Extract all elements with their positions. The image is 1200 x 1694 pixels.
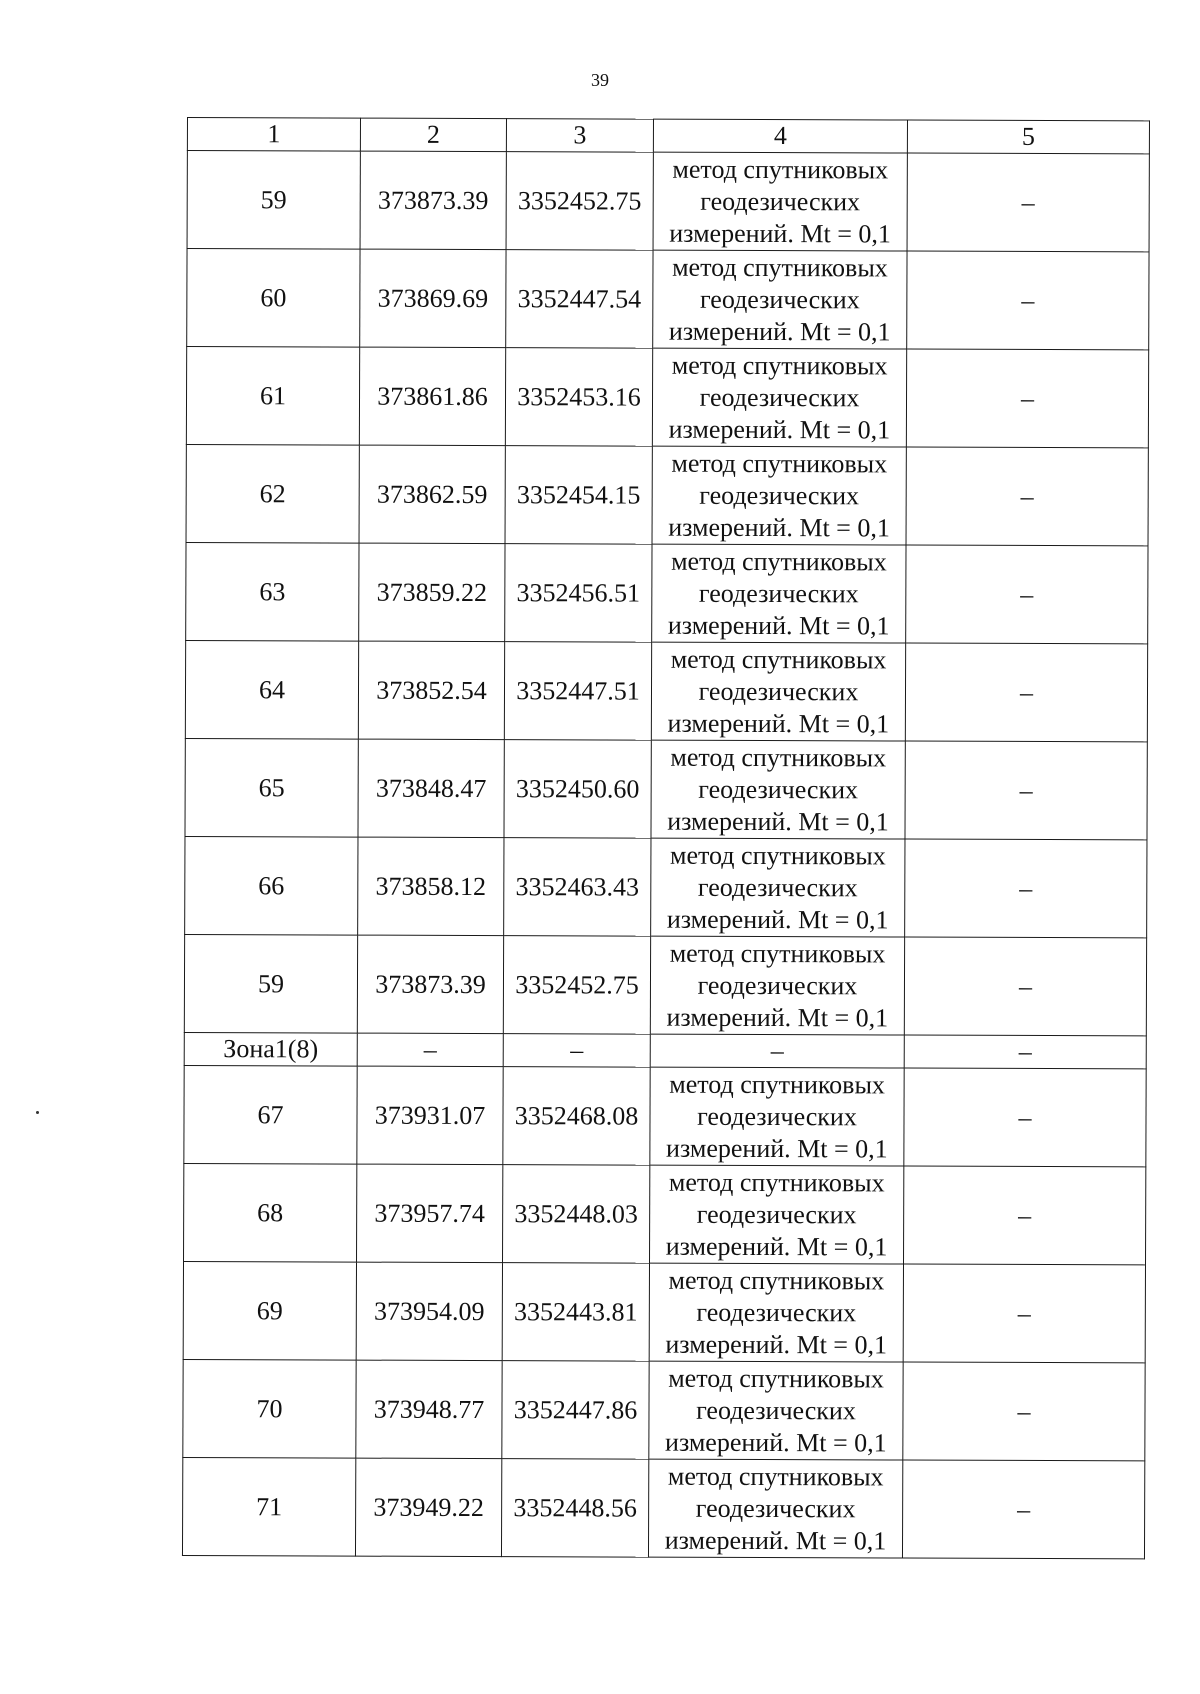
method-line: метод спутниковых xyxy=(672,252,888,282)
method-line: метод спутниковых xyxy=(671,448,888,478)
note-cell: – xyxy=(906,545,1148,644)
method-cell xyxy=(651,838,905,937)
method-line: измерений. Mt = 0,1 xyxy=(668,316,891,346)
method-cell xyxy=(650,1067,904,1166)
coord-x: 373862.59 xyxy=(359,445,505,544)
coord-x: 373873.39 xyxy=(357,935,503,1034)
coord-x: 373948.77 xyxy=(356,1360,502,1459)
note-cell: – xyxy=(906,349,1148,448)
coord-y: 3352452.75 xyxy=(503,936,650,1035)
method-line: измерений. Mt = 0,1 xyxy=(669,218,891,248)
method-cell xyxy=(649,1263,903,1362)
method-line: метод спутниковых xyxy=(670,840,886,870)
method-cell xyxy=(652,348,906,447)
coord-y: 3352468.08 xyxy=(503,1067,650,1166)
note-cell: – xyxy=(904,1166,1146,1265)
coord-y: 3352454.15 xyxy=(505,446,652,545)
method-cell xyxy=(651,642,905,741)
point-number: 66 xyxy=(185,836,358,935)
point-number: 64 xyxy=(185,640,358,739)
table-row xyxy=(187,151,1149,252)
method-line: геодезических xyxy=(700,186,861,216)
coord-x: 373949.22 xyxy=(355,1458,501,1557)
scan-speck xyxy=(36,1111,39,1114)
zone-label: Зона1(8) xyxy=(184,1032,357,1066)
table-row xyxy=(184,934,1146,1035)
coordinates-table xyxy=(182,117,1150,1559)
coord-y: 3352447.86 xyxy=(502,1361,649,1460)
method-line: метод спутниковых xyxy=(670,644,887,674)
coord-y: 3352456.51 xyxy=(505,544,652,643)
column-header: 3 xyxy=(506,119,653,153)
note-cell: – xyxy=(903,1264,1145,1363)
note-cell: – xyxy=(902,1460,1144,1559)
coord-x: 373858.12 xyxy=(358,837,504,936)
method-line: измерений. Mt = 0,1 xyxy=(665,1231,888,1261)
method-line: геодезических xyxy=(697,970,858,1000)
point-number: 63 xyxy=(186,542,359,641)
method-cell xyxy=(650,936,904,1035)
coord-x: 373861.86 xyxy=(359,347,505,446)
table-row xyxy=(184,1163,1146,1264)
method-cell xyxy=(652,446,906,545)
method-line: метод спутниковых xyxy=(669,938,886,968)
method-line: метод спутниковых xyxy=(668,1265,885,1295)
method-line: измерений. Mt = 0,1 xyxy=(665,1329,888,1359)
note-cell: – xyxy=(903,1362,1145,1461)
method-line: метод спутниковых xyxy=(668,1363,884,1393)
coord-y: 3352448.56 xyxy=(501,1459,648,1558)
method-line: геодезических xyxy=(696,1199,857,1229)
note-cell: – xyxy=(907,153,1149,252)
dash-cell: – xyxy=(503,1034,650,1068)
coord-y: 3352443.81 xyxy=(502,1263,649,1362)
method-line: метод спутниковых xyxy=(671,546,887,576)
method-line: геодезических xyxy=(698,774,859,804)
table-row xyxy=(185,738,1147,839)
coord-y: 3352448.03 xyxy=(503,1165,650,1264)
table-row xyxy=(184,1065,1146,1166)
dash-cell: – xyxy=(904,1035,1146,1069)
method-line: измерений. Mt = 0,1 xyxy=(667,708,890,738)
table-row xyxy=(185,836,1147,937)
method-line: геодезических xyxy=(699,284,860,314)
coord-y: 3352452.75 xyxy=(506,152,653,251)
method-line: измерений. Mt = 0,1 xyxy=(664,1525,887,1555)
note-cell: – xyxy=(905,741,1147,840)
method-line: измерений. Mt = 0,1 xyxy=(666,1002,889,1032)
zone-row xyxy=(184,1032,1146,1068)
method-line: метод спутниковых xyxy=(670,742,887,772)
method-line: геодезических xyxy=(695,1493,856,1523)
table-row xyxy=(182,1457,1144,1558)
point-number: 71 xyxy=(182,1457,355,1556)
method-cell xyxy=(653,152,907,251)
coord-y: 3352450.60 xyxy=(504,740,651,839)
method-line: измерений. Mt = 0,1 xyxy=(667,806,889,836)
coord-y: 3352463.43 xyxy=(504,838,651,937)
point-number: 69 xyxy=(183,1261,356,1360)
method-line: геодезических xyxy=(698,676,859,706)
method-cell xyxy=(651,740,905,839)
coord-y: 3352447.54 xyxy=(506,250,653,349)
method-cell xyxy=(650,1165,904,1264)
point-number: 65 xyxy=(185,738,358,837)
table-row xyxy=(183,1359,1145,1460)
dash-cell: – xyxy=(357,1033,503,1067)
method-line: геодезических xyxy=(696,1395,856,1425)
point-number: 68 xyxy=(184,1163,357,1262)
note-cell: – xyxy=(904,1068,1146,1167)
method-line: метод спутниковых xyxy=(672,154,889,184)
table-row xyxy=(183,1261,1145,1362)
method-line: геодезических xyxy=(697,1101,857,1131)
point-number: 59 xyxy=(184,934,357,1033)
table-row xyxy=(186,347,1148,448)
coord-x: 373859.22 xyxy=(359,543,505,642)
method-line: метод спутниковых xyxy=(667,1461,884,1491)
point-number: 61 xyxy=(186,347,359,446)
method-line: измерений. Mt = 0,1 xyxy=(666,904,889,934)
method-line: измерений. Mt = 0,1 xyxy=(668,414,891,444)
coord-y: 3352447.51 xyxy=(504,642,651,741)
header-row xyxy=(187,118,1149,154)
coord-x: 373873.39 xyxy=(360,151,506,250)
coord-x: 373852.54 xyxy=(358,641,504,740)
method-line: измерений. Mt = 0,1 xyxy=(667,610,890,640)
method-line: метод спутниковых xyxy=(671,350,888,380)
coord-y: 3352453.16 xyxy=(505,348,652,447)
method-line: геодезических xyxy=(699,480,860,510)
note-cell: – xyxy=(905,643,1147,742)
method-cell xyxy=(648,1459,902,1558)
column-header: 5 xyxy=(907,120,1149,154)
point-number: 62 xyxy=(186,444,359,543)
page-number: 39 xyxy=(591,70,609,90)
column-header: 2 xyxy=(360,118,506,152)
table-row xyxy=(186,444,1148,545)
method-line: измерений. Mt = 0,1 xyxy=(666,1133,888,1163)
note-cell: – xyxy=(907,251,1149,350)
column-header: 1 xyxy=(187,118,360,152)
table-row xyxy=(185,640,1147,741)
point-number: 70 xyxy=(183,1359,356,1458)
dash-cell: – xyxy=(650,1034,904,1068)
point-number: 67 xyxy=(184,1065,357,1164)
note-cell: – xyxy=(905,839,1147,938)
method-line: геодезических xyxy=(696,1297,857,1327)
method-line: геодезических xyxy=(697,872,858,902)
method-line: измерений. Mt = 0,1 xyxy=(668,512,890,542)
method-cell xyxy=(649,1361,903,1460)
coord-x: 373848.47 xyxy=(358,739,504,838)
note-cell: – xyxy=(904,937,1146,1036)
method-line: метод спутниковых xyxy=(669,1069,886,1099)
method-line: геодезических xyxy=(699,382,860,412)
method-line: измерений. Mt = 0,1 xyxy=(665,1427,887,1457)
coord-x: 373957.74 xyxy=(357,1164,503,1263)
column-header: 4 xyxy=(653,119,907,153)
point-number: 59 xyxy=(187,151,360,250)
coord-x: 373931.07 xyxy=(357,1066,503,1165)
coord-x: 373869.69 xyxy=(360,249,506,348)
method-line: геодезических xyxy=(698,578,859,608)
coord-x: 373954.09 xyxy=(356,1262,502,1361)
note-cell: – xyxy=(906,447,1148,546)
table-row xyxy=(186,542,1148,643)
table-row xyxy=(187,249,1149,350)
method-cell xyxy=(652,544,906,643)
point-number: 60 xyxy=(187,249,360,348)
method-cell xyxy=(653,250,907,349)
method-line: метод спутниковых xyxy=(668,1167,885,1197)
